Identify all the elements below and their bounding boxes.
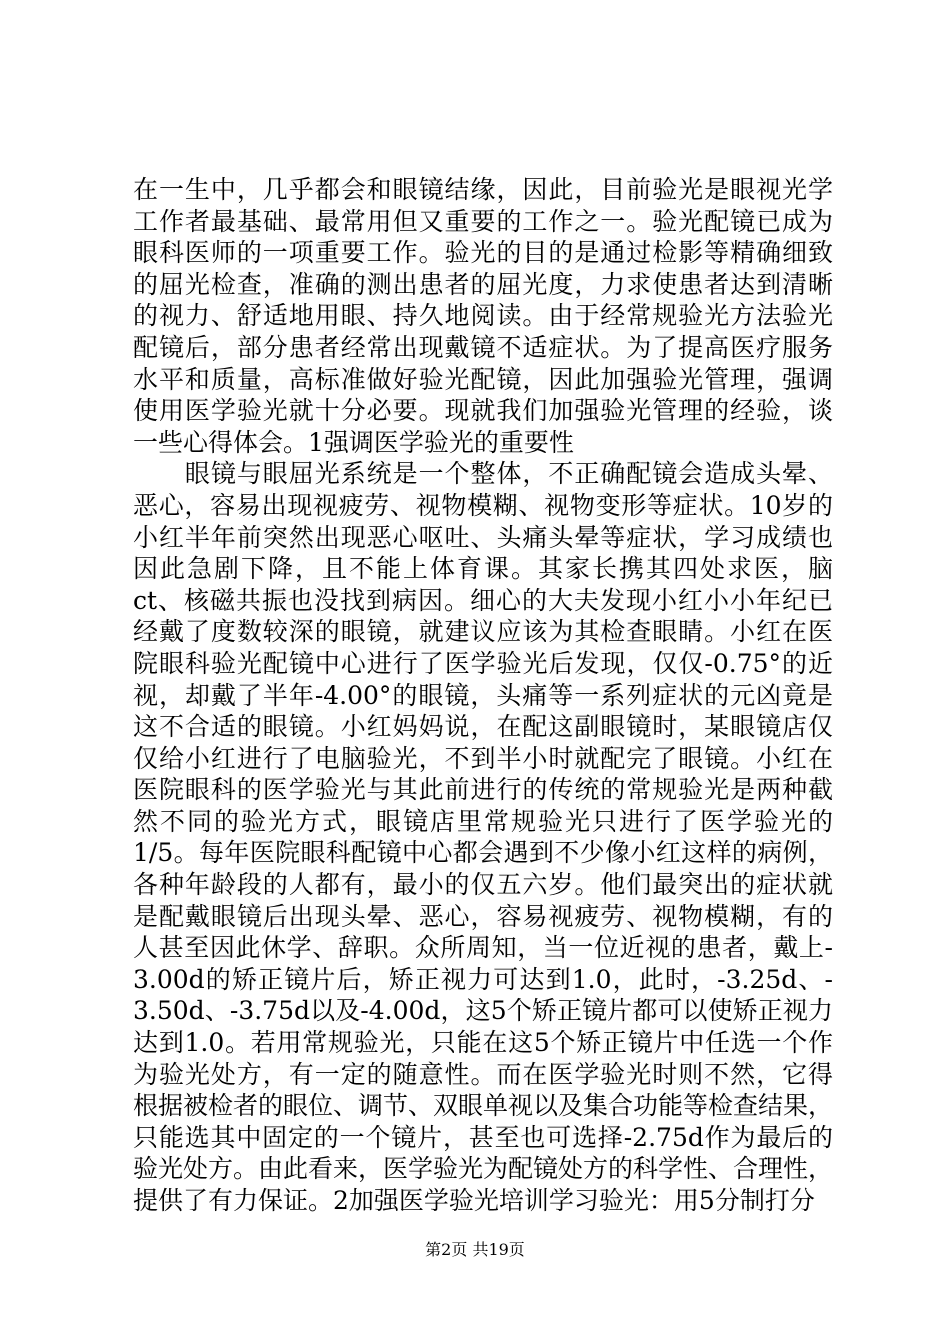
text-line: 院眼科验光配镜中心进行了医学验光后发现，仅仅-0.75°的近 <box>133 648 833 678</box>
text-line: 经戴了度数较深的眼镜，就建议应该为其检查眼睛。小红在医 <box>133 617 833 647</box>
text-line: 因此急剧下降，且不能上体育课。其家长携其四处求医，脑 <box>133 554 833 584</box>
text-line: 只能选其中固定的一个镜片，甚至也可选择-2.75d作为最后的 <box>133 1122 833 1152</box>
text-line: 3.50d、-3.75d以及-4.00d，这5个矫正镜片都可以使矫正视力 <box>133 996 833 1026</box>
text-line: 仅给小红进行了电脑验光，不到半小时就配完了眼镜。小红在 <box>133 743 833 773</box>
text-line: 验光处方。由此看来，医学验光为配镜处方的科学性、合理性， <box>133 1154 834 1184</box>
text-line: 配镜后，部分患者经常出现戴镜不适症状。为了提高医疗服务 <box>133 332 833 362</box>
text-line: 提供了有力保证。2加强医学验光培训学习验光：用5分制打分 <box>133 1186 815 1215</box>
text-line: 根据被检者的眼位、调节、双眼单视以及集合功能等检查结果， <box>133 1091 834 1121</box>
text-line: 这不合适的眼镜。小红妈妈说，在配这副眼镜时，某眼镜店仅 <box>133 712 833 742</box>
text-line: 医院眼科的医学验光与其此前进行的传统的常规验光是两种截 <box>133 775 833 805</box>
text-line: 人甚至因此休学、辞职。众所周知，当一位近视的患者，戴上- <box>133 933 833 963</box>
text-line: 达到1.0。若用常规验光，只能在这5个矫正镜片中任选一个作 <box>133 1028 833 1058</box>
text-line: ct、核磁共振也没找到病因。细心的大夫发现小红小小年纪已 <box>133 585 833 615</box>
text-line: 1/5。每年医院眼科配镜中心都会遇到不少像小红这样的病例， <box>133 838 833 868</box>
text-line: 是配戴眼镜后出现头晕、恶心，容易视疲劳、视物模糊，有的 <box>133 901 833 931</box>
text-line: 为验光处方，有一定的随意性。而在医学验光时则不然，它得 <box>133 1059 833 1089</box>
text-line: 视，却戴了半年-4.00°的眼镜，头痛等一系列症状的元凶竟是 <box>133 680 833 710</box>
text-line: 3.00d的矫正镜片后，矫正视力可达到1.0，此时，-3.25d、- <box>133 964 833 994</box>
text-line: 的屈光检查，准确的测出患者的屈光度，力求使患者达到清晰 <box>133 269 833 299</box>
body-text <box>133 174 833 1217</box>
text-line: 一些心得体会。1强调医学验光的重要性 <box>133 427 574 457</box>
text-line: 然不同的验光方式，眼镜店里常规验光只进行了医学验光的 <box>133 806 833 836</box>
text-line: 眼科医师的一项重要工作。验光的目的是通过检影等精确细致 <box>133 238 833 268</box>
text-line: 使用医学验光就十分必要。现就我们加强验光管理的经验，谈 <box>133 396 833 426</box>
text-line: 恶心，容易出现视疲劳、视物模糊、视物变形等症状。10岁的 <box>133 490 833 520</box>
text-line: 工作者最基础、最常用但又重要的工作之一。验光配镜已成为 <box>133 206 833 236</box>
text-line: 的视力、舒适地用眼、持久地阅读。由于经常规验光方法验光 <box>133 301 833 331</box>
text-line: 小红半年前突然出现恶心呕吐、头痛头晕等症状，学习成绩也 <box>133 522 833 552</box>
page-footer: 第2页 共19页 <box>425 1240 525 1259</box>
text-line: 在一生中，几乎都会和眼镜结缘，因此，目前验光是眼视光学 <box>133 175 833 204</box>
text-line: 各种年龄段的人都有，最小的仅五六岁。他们最突出的症状就 <box>133 870 833 900</box>
text-line: 水平和质量，高标准做好验光配镜，因此加强验光管理，强调 <box>133 364 833 394</box>
text-line: 眼镜与眼屈光系统是一个整体，不正确配镜会造成头晕、 <box>133 459 833 489</box>
